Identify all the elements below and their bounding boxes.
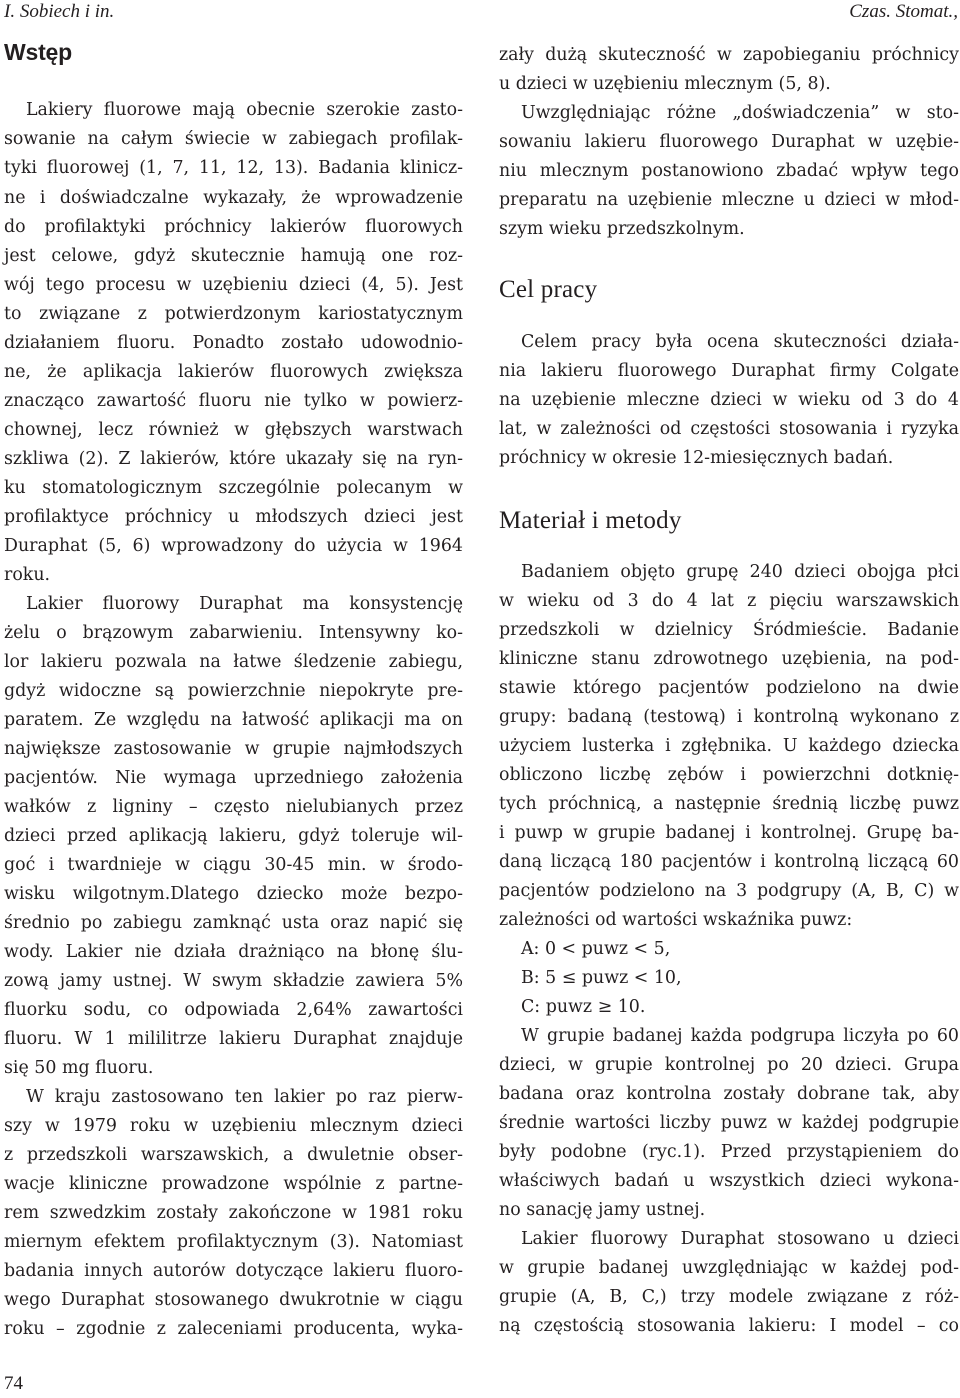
section-heading: Cel pracy — [499, 276, 598, 303]
page-number: 74 — [4, 1373, 23, 1394]
text-line: dzieci przed aplikacją lakieru, gdyż toleruje wil- — [4, 826, 463, 846]
text-line: były podobne (ryc.1). Przed przystąpieniem do — [499, 1142, 959, 1162]
text-line: wałków z ligniny – często nielubianych przez — [4, 797, 463, 817]
text-line: niu mlecznym postanowiono zbadać wpływ tego — [499, 161, 959, 181]
text-line: W grupie badanej każda podgrupa liczyła po 60 — [521, 1026, 959, 1046]
text-line: żelu o brązowym zabarwieniu. Intensywny ko- — [4, 623, 463, 643]
text-line: średnio po zabiegu zamknąć usta oraz napić się — [4, 913, 463, 933]
header-authors: I. Sobiech i in. — [4, 1, 115, 22]
text-line: to związane z potwierdzonym kariostatycznym — [4, 304, 463, 324]
text-line: pacjentów podzielono na 3 podgrupy (A, B, C) w — [499, 881, 959, 901]
text-line: Duraphat (5, 6) wprowadzony do użycia w 1964 — [4, 536, 463, 556]
text-line: największe zastosowanie w grupie najmłodszych — [4, 739, 463, 759]
text-line: fluorku sodu, co odpowiada 2,64% zawartości — [4, 1000, 463, 1020]
text-line: sowanie na całym świecie w zabiegach profilak- — [4, 129, 463, 149]
text-line: zały dużą skuteczność w zapobieganiu próchnicy — [499, 45, 959, 65]
text-line: profilaktyce próchnicy u młodszych dzieci jest — [4, 507, 463, 527]
text-line: w grupie badanej uwzględniając w każdej pod- — [499, 1258, 959, 1278]
text-line: znacząco zawartość fluoru nie tylko w powierz- — [4, 391, 463, 411]
text-line: grupy: badaną (testową) i kontrolną wykonano z — [499, 707, 959, 727]
text-line: A: 0 < puwz < 5, — [521, 939, 671, 959]
header-journal: Czas. Stomat., — [849, 1, 958, 22]
text-line: wój tego procesu w uzębieniu dzieci (4, 5). Jest — [4, 275, 463, 295]
text-line: ne, że aplikacja lakierów fluorowych zwiększa — [4, 362, 463, 382]
text-line: preparatu na uzębienie mleczne u dzieci w młod- — [499, 190, 959, 210]
text-line: gdyż widoczne są powierzchnie niepokryte pre- — [4, 681, 463, 701]
text-line: szym wieku przedszkolnym. — [499, 219, 745, 239]
text-line: ne i doświadczalne wykazały, że wprowadzenie — [4, 188, 463, 208]
text-line: w wieku od 3 do 4 lat z pięciu warszawskich — [499, 591, 959, 611]
text-line: zależności od wartości wskaźnika puwz: — [499, 910, 853, 930]
text-line: B: 5 ≤ puwz < 10, — [521, 968, 682, 988]
text-line: i puwp w grupie badanej i kontrolnej. Grupę ba- — [499, 823, 959, 843]
text-line: jest celowe, gdyż skutecznie hamują one roz- — [4, 246, 463, 266]
text-line: rem szwedzkim zostały zakończone w 1981 roku — [4, 1203, 463, 1223]
text-line: szkliwa (2). Z lakierów, które ukazały się na ryn- — [4, 449, 463, 469]
text-line: miernym efektem profilaktycznym (3). Natomiast — [4, 1232, 463, 1252]
text-line: średnie wartości liczby puwz w każdej podgrupie — [499, 1113, 959, 1133]
text-line: badania innych autorów dotyczące lakieru fluoro- — [4, 1261, 463, 1281]
text-line: ną częstością stosowania lakieru: I model – co — [499, 1316, 959, 1336]
text-line: wego Duraphat stosowanego dwukrotnie w ciągu — [4, 1290, 463, 1310]
text-line: na uzębienie mleczne dzieci w wieku od 3 do 4 — [499, 390, 959, 410]
text-line: ku stomatologicznym szczególnie polecanym w — [4, 478, 463, 498]
text-line: Lakiery fluorowe mają obecnie szerokie zasto- — [26, 100, 463, 120]
text-line: tyki fluorowej (1, 7, 11, 12, 13). Badania klinicz- — [4, 158, 463, 178]
text-line: fluoru. W 1 mililitrze lakieru Duraphat znajduje — [4, 1029, 463, 1049]
text-line: no sanację jamy ustnej. — [499, 1200, 706, 1220]
text-line: Badaniem objęto grupę 240 dzieci obojga płci — [521, 562, 959, 582]
text-line: u dzieci w uzębieniu mlecznym (5, 8). — [499, 74, 831, 94]
section-heading: Materiał i metody — [499, 507, 682, 534]
text-line: paratem. Ze względu na łatwość aplikacji ma on — [4, 710, 463, 730]
text-line: właściwych badań u wszystkich dzieci wykona- — [499, 1171, 959, 1191]
text-line: Uwzględniając różne „doświadczenia” w sto- — [521, 103, 959, 123]
text-line: obliczono liczbę zębów i powierzchni dotknię- — [499, 765, 959, 785]
text-line: C: puwz ≥ 10. — [521, 997, 646, 1017]
text-line: roku – zgodnie z zaleceniami producenta, wyka- — [4, 1319, 463, 1339]
text-line: zową jamy ustnej. W swym składzie zawiera 5% — [4, 971, 463, 991]
text-line: Lakier fluorowy Duraphat stosowano u dzieci — [521, 1229, 959, 1249]
text-line: daną liczącą 180 pacjentów i kontrolną liczącą 60 — [499, 852, 959, 872]
text-line: przedszkoli w dzielnicy Śródmieście. Badanie — [499, 620, 959, 640]
text-line: wisku wilgotnym.Dlatego dziecko może bezpo- — [4, 884, 463, 904]
text-line: W kraju zastosowano ten lakier po raz pierw- — [26, 1087, 463, 1107]
text-line: dzieci, w grupie kontrolnej po 20 dzieci. Grupa — [499, 1055, 959, 1075]
text-line: sowaniu lakieru fluorowego Duraphat w uzębie- — [499, 132, 959, 152]
text-line: Celem pracy była ocena skuteczności działa- — [521, 332, 959, 352]
section-heading: Wstęp — [4, 39, 73, 65]
text-line: do profilaktyki próchnicy lakierów fluorowych — [4, 217, 463, 237]
text-line: wody. Lakier nie działa drażniąco na błonę ślu- — [4, 942, 463, 962]
text-line: chownej, lecz również w głębszych warstwach — [4, 420, 463, 440]
text-line: grupie (A, B, C,) trzy modele związane z róż- — [499, 1287, 959, 1307]
text-line: próchnicy w okresie 12-miesięcznych badań. — [499, 448, 894, 468]
text-line: badana oraz kontrolna zostały dobrane tak, aby — [499, 1084, 959, 1104]
text-line: goć i twardnieje w ciągu 30-45 min. w środo- — [4, 855, 463, 875]
text-line: Lakier fluorowy Duraphat ma konsystencję — [26, 594, 463, 614]
text-line: tych próchnicą, a następnie średnią liczbę puwz — [499, 794, 959, 814]
text-line: użyciem lusterka i zgłębnika. U każdego dziecka — [499, 736, 959, 756]
text-line: z przedszkoli warszawskich, a dwuletnie obser- — [4, 1145, 463, 1165]
running-header — [0, 1, 960, 23]
text-line: się 50 mg fluoru. — [4, 1058, 154, 1078]
text-line: stawie którego pacjentów podzielono na dwie — [499, 678, 959, 698]
text-line: wacje kliniczne prowadzone wspólnie z partne- — [4, 1174, 463, 1194]
text-line: pacjentów. Nie wymaga uprzedniego założenia — [4, 768, 463, 788]
text-line: działaniem fluoru. Ponadto zostało udowodnio- — [4, 333, 463, 353]
text-line: lor lakieru pozwala na łatwe śledzenie zabiegu, — [4, 652, 463, 672]
text-line: roku. — [4, 565, 51, 585]
text-line: kliniczne stanu zdrowotnego uzębienia, na pod- — [499, 649, 959, 669]
text-line: nia lakieru fluorowego Duraphat firmy Colgate — [499, 361, 959, 381]
text-line: szy w 1979 roku w uzębieniu mlecznym dzieci — [4, 1116, 463, 1136]
text-line: lat, w zależności od częstości stosowania i ryzyka — [499, 419, 959, 439]
